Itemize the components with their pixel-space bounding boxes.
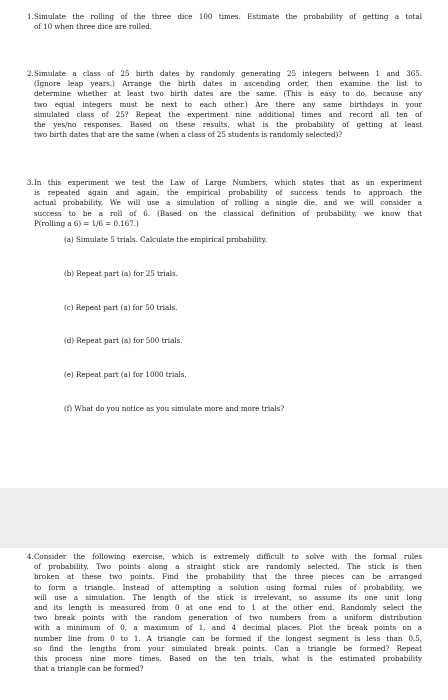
problem-4-line: two break points with the random generation of two numbers from a uniform distribution	[34, 613, 422, 623]
problem-1-line: Simulate the rolling of the three dice 100 times. Estimate the probability of getting a total	[34, 12, 422, 21]
problem-4-line: Consider the following exercise, which is extremely difficult to solve with the formal rules	[34, 552, 422, 561]
problem-2-line: determine whether at least two birth dates are the same. (This is easy to do, because any	[34, 89, 422, 99]
problem-3-line: In this experiment we test the Law of Large Numbers, which states that as an experiment	[34, 178, 422, 187]
problem-2-line: (Ignore leap years.) Arrange the birth dates in ascending order, then examine the list to	[34, 79, 422, 89]
problem-3-line: P(rolling a 6) = 1/6 = 0.167.)	[34, 218, 139, 228]
problem-3-part-c: (c) Repeat part (a) for 50 trials.	[64, 303, 178, 312]
problem-2-line: two equal integers must be next to each other.) Are there any same birthdays in your	[34, 99, 422, 109]
problem-3	[27, 178, 422, 229]
problem-3-part-b: (b) Repeat part (a) for 25 trials.	[64, 269, 178, 278]
problem-2-line: Simulate a class of 25 birth dates by randomly generating 25 integers between 1 and 365.	[34, 69, 422, 78]
problem-4-line: and its length is measured from 0 at one end to 1 at the other end. Randomly select the	[34, 603, 422, 613]
problem-3-part-f: (f) What do you notice as you simulate more and more trials?	[64, 404, 285, 413]
problem-3-line: actual probability. We will use a simulation of rolling a single die, and we will consider a	[34, 198, 422, 208]
problem-3-line: success to be a roll of 6. (Based on the classical definition of probability, we know that	[34, 208, 422, 218]
document-page-2	[0, 548, 448, 700]
problem-3-line: is repeated again and again, the empirical probability of success tends to approach the	[34, 188, 422, 198]
problem-2	[27, 69, 422, 140]
problem-1-text	[34, 12, 422, 32]
problem-3-part-d: (d) Repeat part (a) for 500 trials.	[64, 336, 183, 345]
problem-2-number: 2.	[27, 69, 34, 78]
problem-3-text	[34, 178, 422, 229]
problem-4-line: broken at these two points. Find the probability that the three pieces can be arranged	[34, 572, 422, 582]
problem-3-part-e: (e) Repeat part (a) for 1000 trials.	[64, 370, 187, 379]
problem-4	[27, 552, 422, 674]
problem-4-line: this process nine more times. Based on the ten trials, what is the estimated probability	[34, 654, 422, 664]
problem-3-part-a: (a) Simulate 5 trials. Calculate the empirical probability.	[64, 235, 267, 244]
problem-4-line: that a triangle can be formed?	[34, 664, 144, 674]
problem-2-line: simulated class of 25? Repeat the experiment nine additional times and record all ten of	[34, 109, 422, 119]
problem-4-line: number line from 0 to 1. A triangle can be formed if the longest segment is less than 0.5,	[34, 633, 422, 643]
page-separator	[0, 488, 448, 548]
problem-4-number: 4.	[27, 552, 34, 561]
problem-2-line: two birth dates that are the same (when a class of 25 students is randomly selected)?	[34, 130, 343, 140]
problem-4-text	[34, 552, 422, 674]
problem-2-line: the yes/no responses. Based on these results, what is the probability of getting at least	[34, 120, 422, 130]
problem-1-number: 1.	[27, 12, 34, 21]
problem-1	[27, 12, 422, 32]
problem-3-number: 3.	[27, 178, 34, 187]
problem-4-line: to form a triangle. Instead of attempting a solution using formal rules of probability, we	[34, 582, 422, 592]
problem-4-line: will use a simulation. The length of the stick is irrelevant, so assume its one unit long	[34, 592, 422, 602]
problem-2-text	[34, 69, 422, 140]
problem-4-line: with a minimum of 0, a maximum of 1, and 4 decimal places. Plot the break points on a	[34, 623, 422, 633]
problem-1-line: of 10 when three dice are rolled.	[34, 22, 153, 32]
problem-4-line: of probability. Two points along a straight stick are randomly selected. The stick is then	[34, 562, 422, 572]
problem-4-line: so find the lengths from your simulated break points. Can a triangle be formed? Repeat	[34, 643, 422, 653]
